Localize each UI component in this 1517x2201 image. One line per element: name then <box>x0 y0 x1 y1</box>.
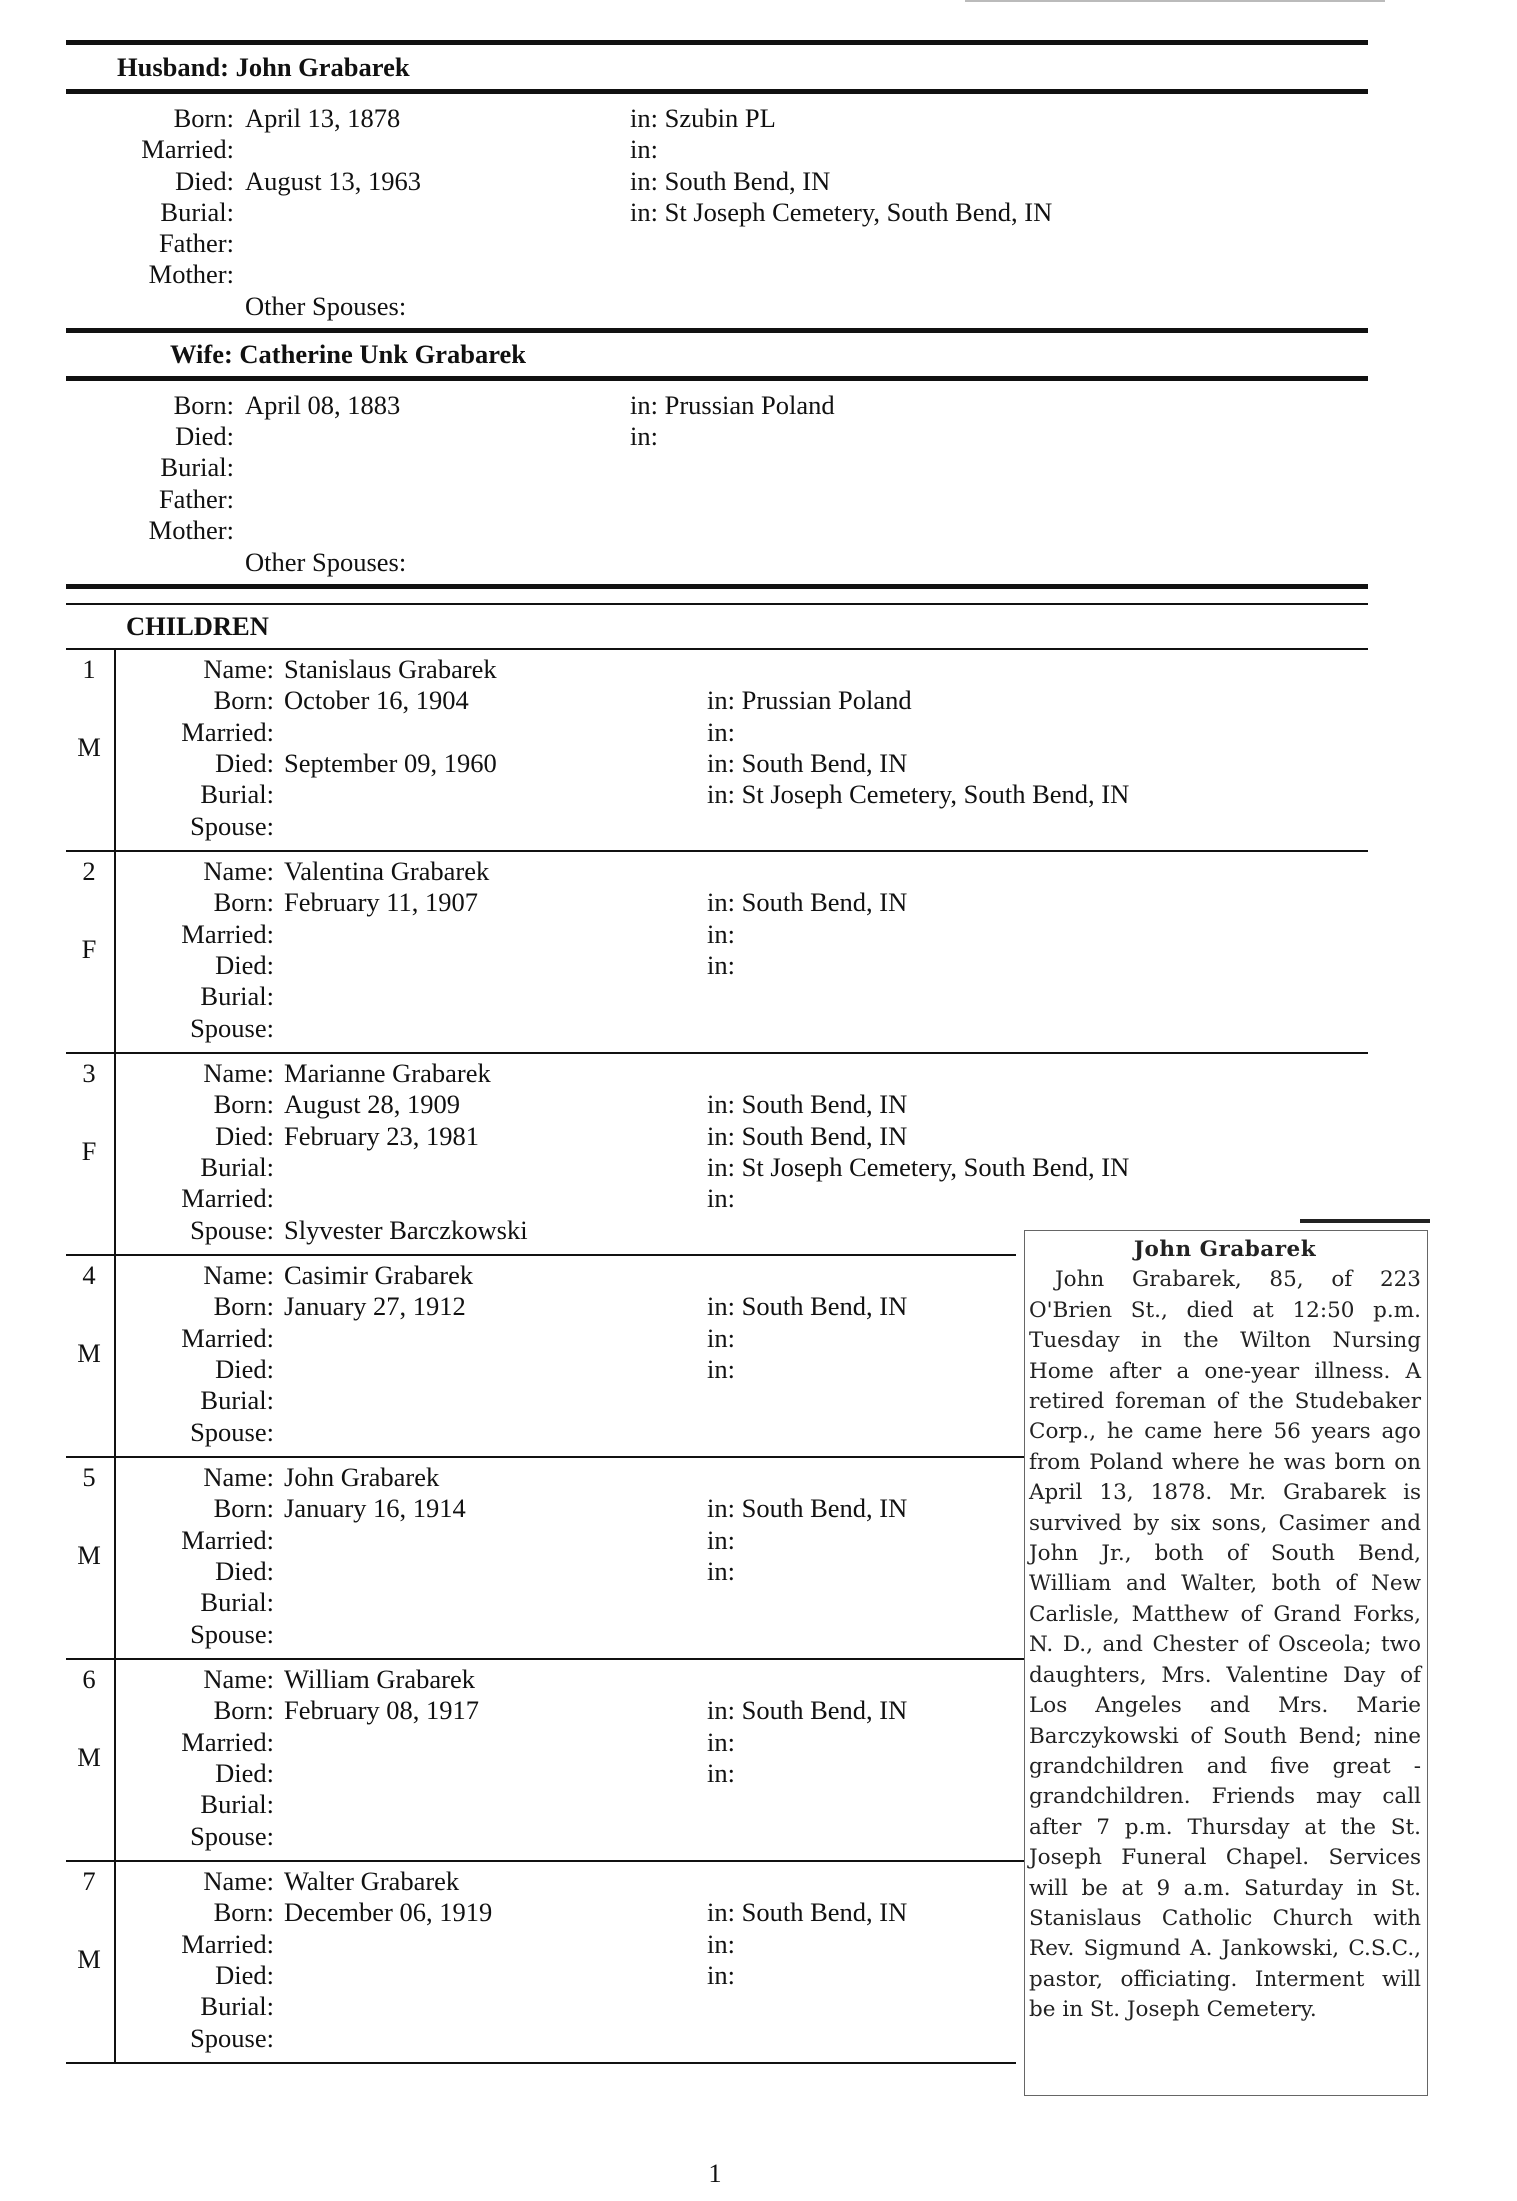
in-label: in: <box>707 1493 735 1524</box>
child-sex: M <box>77 1944 101 1974</box>
child-sex: M <box>77 1540 101 1570</box>
child-event-place-row <box>707 887 907 918</box>
wife-born-date: April 08, 1883 <box>245 390 401 420</box>
children-heading: CHILDREN <box>126 611 269 641</box>
husband-heading <box>117 52 410 83</box>
in-label: in: <box>707 685 735 716</box>
in-label: in: <box>707 1695 735 1726</box>
child-event-label: Born: <box>213 1897 274 1928</box>
child-event-place: South Bend, IN <box>741 1897 908 1928</box>
child-name-label: Name: <box>203 856 274 886</box>
wife-died-place-row <box>630 421 658 452</box>
child-event-label: Burial: <box>200 1587 274 1618</box>
child-event-place: South Bend, IN <box>741 1120 908 1151</box>
in-label: in: <box>707 1151 735 1182</box>
child-event-place-row <box>707 1897 907 1928</box>
in-label: in: <box>630 390 658 420</box>
child-event-label: Born: <box>213 1493 274 1524</box>
child-column-line <box>114 1052 116 1254</box>
child-name-label: Name: <box>203 1664 274 1694</box>
wife-mother-label: Mother: <box>148 515 234 545</box>
child-name: John Grabarek <box>284 1462 440 1492</box>
child-column-line <box>114 1254 116 1456</box>
child-divider <box>66 1254 1016 1256</box>
child-event-value: December 06, 1919 <box>284 1897 493 1928</box>
child-event-place: St Joseph Cemetery, South Bend, IN <box>741 779 1130 810</box>
child-event-label: Spouse: <box>190 1618 274 1649</box>
child-event-place-row <box>707 1291 907 1322</box>
child-name: William Grabarek <box>284 1664 475 1694</box>
in-label: in: <box>707 1120 735 1151</box>
child-event-label: Died: <box>215 1120 274 1151</box>
husband-married-place-row <box>630 134 658 165</box>
child-event-place-row <box>707 1152 1129 1183</box>
husband-died-place: South Bend, IN <box>664 166 831 196</box>
husband-born-place-row <box>630 103 776 134</box>
child-event-place: St Joseph Cemetery, South Bend, IN <box>741 1151 1130 1182</box>
in-label: in: <box>707 747 735 778</box>
child-event-label: Married: <box>181 1524 274 1555</box>
in-label: in: <box>707 918 735 949</box>
husband-burial-place-row <box>630 197 1052 228</box>
in-label: in: <box>630 166 658 196</box>
child-event-value: January 27, 1912 <box>284 1291 466 1322</box>
in-label: in: <box>707 1291 735 1322</box>
in-label: in: <box>707 1928 735 1959</box>
child-column-line <box>114 648 116 850</box>
child-number: 1 <box>82 654 96 684</box>
child-event-place-row <box>707 1121 907 1152</box>
child-event-label: Married: <box>181 918 274 949</box>
child-event-place: South Bend, IN <box>741 747 908 778</box>
child-event-label: Burial: <box>200 1385 274 1416</box>
child-name-label: Name: <box>203 654 274 684</box>
child-name-label: Name: <box>203 1058 274 1088</box>
in-label: in: <box>707 887 735 918</box>
child-name: Casimir Grabarek <box>284 1260 474 1290</box>
in-label: in: <box>630 197 658 227</box>
child-event-label: Burial: <box>200 779 274 810</box>
in-label: in: <box>707 1959 735 1990</box>
child-sex: F <box>81 934 97 964</box>
child-event-place-row <box>707 1556 735 1587</box>
child-event-place: South Bend, IN <box>741 1695 908 1726</box>
wife-heading <box>170 339 526 370</box>
child-name: Marianne Grabarek <box>284 1058 491 1088</box>
child-number: 2 <box>82 856 96 886</box>
in-label: in: <box>707 716 735 747</box>
child-divider <box>66 648 1368 650</box>
wife-born-label: Born: <box>173 390 234 420</box>
child-event-label: Married: <box>181 1322 274 1353</box>
husband-burial-label: Burial: <box>160 197 234 227</box>
child-event-label: Spouse: <box>190 1012 274 1043</box>
child-event-label: Burial: <box>200 1789 274 1820</box>
obituary-text: John Grabarek, 85, of 223 O'Brien St., died at 12:50 p.m. Tuesday in the Wilton Nursing Home after a one-year illness. A retired foreman of the Studebaker Corp., he came here 56 years ago from Poland where he was born on April 13, 1878. Mr. Grabarek is survived by six sons, Casimer and John Jr., both of South Bend, William and Walter, both of New Carlisle, Matthew of Grand Forks, N. D., and Chester of Osceola; two daughters, Mrs. Valentine Day of Los Angeles and Mrs. Marie Barczykowski of South Bend; nine grandchildren and five great - grandchildren. Friends may call after 7 p.m. Thursday at the St. Joseph Funeral Chapel. Services will be at 9 a.m. Saturday in St. Stanislaus Catholic Church with Rev. Sigmund A. Jankowski, C.S.C., pastor, officiating. Interment will be in St. Joseph Cemetery. <box>1029 1267 1421 2023</box>
child-event-value: January 16, 1914 <box>284 1493 466 1524</box>
child-event-place-row <box>707 779 1129 810</box>
child-number: 5 <box>82 1462 96 1492</box>
husband-burial-place: St Joseph Cemetery, South Bend, IN <box>664 197 1053 227</box>
page-number: 1 <box>708 2158 722 2188</box>
divider <box>66 376 1368 381</box>
in-label: in: <box>707 1555 735 1586</box>
child-event-label: Burial: <box>200 1991 274 2022</box>
child-event-label: Died: <box>215 1757 274 1788</box>
child-event-label: Born: <box>213 1695 274 1726</box>
child-event-place-row <box>707 717 735 748</box>
husband-died-place-row <box>630 166 830 197</box>
wife-born-place-row <box>630 390 835 421</box>
wife-other-spouses-label: Other Spouses: <box>245 547 407 577</box>
divider <box>66 40 1368 45</box>
child-column-line <box>114 1860 116 2062</box>
wife-died-label: Died: <box>175 421 234 451</box>
child-event-value: February 08, 1917 <box>284 1695 480 1726</box>
child-event-place-row <box>707 1727 735 1758</box>
in-label: in: <box>707 1524 735 1555</box>
child-event-place-row <box>707 685 912 716</box>
child-divider <box>66 850 1368 852</box>
child-event-value: August 28, 1909 <box>284 1089 460 1120</box>
child-event-label: Died: <box>215 1555 274 1586</box>
child-number: 6 <box>82 1664 96 1694</box>
in-label: in: <box>630 103 658 133</box>
child-event-label: Married: <box>181 1726 274 1757</box>
obituary-title: John Grabarek <box>1133 1237 1317 1262</box>
husband-died-date: August 13, 1963 <box>245 166 421 196</box>
child-event-label: Burial: <box>200 1151 274 1182</box>
child-event-label: Spouse: <box>190 1416 274 1447</box>
child-event-place: Prussian Poland <box>741 685 912 716</box>
child-sex: M <box>77 1742 101 1772</box>
child-event-label: Spouse: <box>190 810 274 841</box>
child-event-place: South Bend, IN <box>741 1493 908 1524</box>
child-event-label: Died: <box>215 1353 274 1384</box>
husband-born-place: Szubin PL <box>664 103 776 133</box>
in-label: in: <box>707 1089 735 1120</box>
divider <box>66 584 1368 589</box>
in-label: in: <box>707 1183 735 1214</box>
child-sex: M <box>77 732 101 762</box>
child-event-place-row <box>707 1089 907 1120</box>
child-name-label: Name: <box>203 1462 274 1492</box>
child-event-place-row <box>707 1183 735 1214</box>
child-divider <box>66 2062 1016 2064</box>
child-column-line <box>114 1658 116 1860</box>
clipping-edge <box>1300 1219 1430 1223</box>
child-event-label: Died: <box>215 747 274 778</box>
obituary-clipping <box>1024 1230 1428 2096</box>
child-name: Stanislaus Grabarek <box>284 654 497 684</box>
child-name: Walter Grabarek <box>284 1866 460 1896</box>
child-event-place-row <box>707 919 735 950</box>
child-event-label: Born: <box>213 1089 274 1120</box>
child-event-place-row <box>707 1354 735 1385</box>
child-event-label: Died: <box>215 949 274 980</box>
child-event-place-row <box>707 1525 735 1556</box>
child-event-label: Spouse: <box>190 1820 274 1851</box>
child-event-value: October 16, 1904 <box>284 685 469 716</box>
child-name: Valentina Grabarek <box>284 856 490 886</box>
husband-other-spouses-label: Other Spouses: <box>245 291 407 321</box>
child-event-place-row <box>707 950 735 981</box>
wife-name: Catherine Unk Grabarek <box>239 339 527 369</box>
husband-born-date: April 13, 1878 <box>245 103 401 133</box>
child-event-label: Died: <box>215 1959 274 1990</box>
child-event-label: Married: <box>181 1183 274 1214</box>
child-number: 3 <box>82 1058 96 1088</box>
child-event-value: February 23, 1981 <box>284 1120 480 1151</box>
child-name-label: Name: <box>203 1260 274 1290</box>
child-event-place: South Bend, IN <box>741 1291 908 1322</box>
child-event-label: Born: <box>213 1291 274 1322</box>
child-event-label: Born: <box>213 887 274 918</box>
child-sex: F <box>81 1136 97 1166</box>
child-event-place-row <box>707 1960 735 1991</box>
husband-died-label: Died: <box>175 166 234 196</box>
in-label: in: <box>630 134 658 164</box>
child-event-place-row <box>707 748 907 779</box>
child-number: 4 <box>82 1260 96 1290</box>
wife-burial-label: Burial: <box>160 452 234 482</box>
in-label: in: <box>707 779 735 810</box>
child-event-value: Slyvester Barczkowski <box>284 1214 528 1245</box>
husband-name: John Grabarek <box>235 52 410 82</box>
child-event-label: Married: <box>181 716 274 747</box>
child-event-place-row <box>707 1323 735 1354</box>
child-event-value: February 11, 1907 <box>284 887 479 918</box>
child-name-label: Name: <box>203 1866 274 1896</box>
in-label: in: <box>707 1897 735 1928</box>
husband-father-label: Father: <box>158 228 234 258</box>
wife-born-place: Prussian Poland <box>664 390 835 420</box>
in-label: in: <box>707 1322 735 1353</box>
divider <box>66 603 1368 605</box>
child-event-place-row <box>707 1493 907 1524</box>
in-label: in: <box>707 1353 735 1384</box>
in-label: in: <box>630 421 658 451</box>
child-event-label: Burial: <box>200 981 274 1012</box>
husband-married-label: Married: <box>141 134 234 164</box>
husband-born-label: Born: <box>173 103 234 133</box>
child-event-label: Married: <box>181 1928 274 1959</box>
child-event-place: South Bend, IN <box>741 887 908 918</box>
child-event-place: South Bend, IN <box>741 1089 908 1120</box>
child-number: 7 <box>82 1866 96 1896</box>
scan-artifact <box>965 0 1385 2</box>
in-label: in: <box>707 1726 735 1757</box>
child-event-label: Spouse: <box>190 1214 274 1245</box>
divider <box>66 328 1368 333</box>
child-event-place-row <box>707 1758 735 1789</box>
in-label: in: <box>707 1757 735 1788</box>
child-event-label: Born: <box>213 685 274 716</box>
child-event-place-row <box>707 1695 907 1726</box>
child-event-place-row <box>707 1929 735 1960</box>
husband-heading-label: Husband: <box>117 52 229 82</box>
wife-father-label: Father: <box>158 484 234 514</box>
child-sex: M <box>77 1338 101 1368</box>
wife-heading-label: Wife: <box>170 339 233 369</box>
child-event-value: September 09, 1960 <box>284 747 497 778</box>
child-column-line <box>114 850 116 1052</box>
child-divider <box>66 1052 1368 1054</box>
child-column-line <box>114 1456 116 1658</box>
divider <box>66 89 1368 94</box>
child-event-label: Spouse: <box>190 2022 274 2053</box>
husband-mother-label: Mother: <box>148 259 234 289</box>
in-label: in: <box>707 949 735 980</box>
